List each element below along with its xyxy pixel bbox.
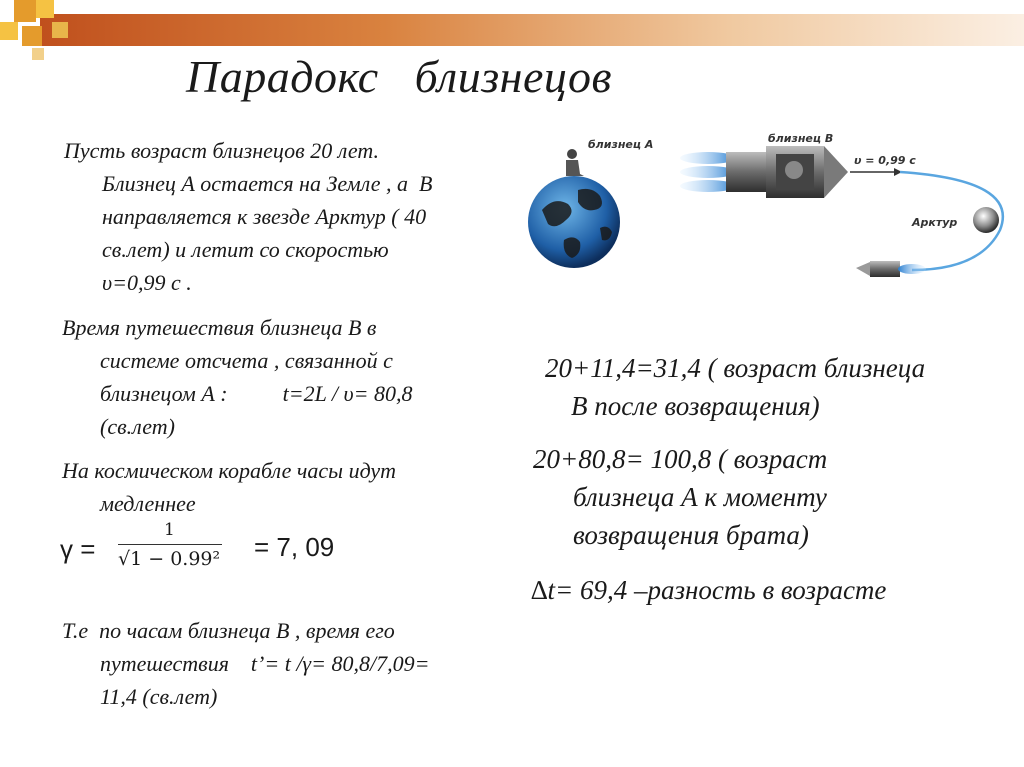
text-line: Близнец А остается на Земле , а В (102, 171, 433, 196)
text-line: На космическом корабле часы идут (62, 458, 397, 483)
twin-a-figure-icon (566, 149, 584, 176)
text-line: направляется к звезде Арктур ( 40 (102, 204, 427, 229)
speed-label: υ = 0,99 с (854, 154, 916, 167)
twin-a-label: близнец А (588, 138, 654, 151)
earth-icon (528, 176, 620, 268)
gamma-numerator: 1 (164, 520, 175, 540)
paragraph-initial-conditions (64, 134, 432, 299)
star-label: Арктур (912, 216, 958, 229)
slide-title: Парадокс близнецов (186, 51, 612, 102)
text-line: (св.лет) (100, 414, 175, 439)
rocket-twin-b-icon (680, 146, 848, 198)
text-line: возвращения брата) (573, 520, 809, 550)
header-gradient-bar (40, 14, 1024, 46)
deco-square-4 (22, 26, 42, 46)
twin-paradox-illustration (520, 130, 1020, 300)
arcturus-star-icon (973, 207, 999, 233)
deco-square-5 (52, 22, 68, 38)
gamma-symbol: γ = (60, 534, 96, 564)
text-line: Пусть возраст близнецов 20 лет. (64, 138, 379, 163)
result-twin-a-age (533, 440, 827, 554)
gamma-formula (60, 520, 360, 580)
text-line: В после возвращения) (571, 391, 820, 421)
text-line: υ=0,99 с . (102, 270, 192, 295)
text-line: близнеца А к моменту (573, 482, 827, 512)
deco-square-2 (36, 0, 54, 18)
fraction-bar (118, 544, 222, 545)
text-line: системе отсчета , связанной с (100, 348, 393, 373)
result-age-difference (531, 571, 886, 609)
paragraph-travel-time (62, 311, 412, 443)
velocity-arrow-icon (850, 168, 902, 176)
deco-square-3 (0, 22, 18, 40)
text-line: путешествия t’= t /γ= 80,8/7,09= (100, 651, 430, 676)
text-line: Время путешествия близнеца В в (62, 315, 377, 340)
text-line: близнецом А : t=2L / υ= 80,8 (100, 381, 413, 406)
text-line: Т.е по часам близнеца В , время его (62, 618, 395, 643)
paragraph-time-dilation (62, 454, 396, 520)
gamma-result: = 7, 09 (254, 532, 335, 562)
paragraph-twin-b-clock (62, 614, 429, 713)
text-line: 20+11,4=31,4 ( возраст близнеца (545, 353, 926, 383)
deco-square-6 (32, 48, 44, 60)
text-line: 11,4 (св.лет) (100, 684, 218, 709)
twin-b-label: близнец В (768, 132, 834, 145)
deco-square-1 (14, 0, 36, 22)
text-line: 20+80,8= 100,8 ( возраст (533, 444, 828, 474)
text-line: св.лет) и летит со скоростью (102, 237, 389, 262)
returning-rocket-icon (856, 261, 926, 277)
gamma-denominator: √1 − 0.99² (118, 548, 221, 570)
result-twin-b-age (545, 349, 925, 425)
text-line: ∆t= 69,4 –разность в возрасте (531, 575, 887, 605)
text-line: медленнее (100, 491, 196, 516)
